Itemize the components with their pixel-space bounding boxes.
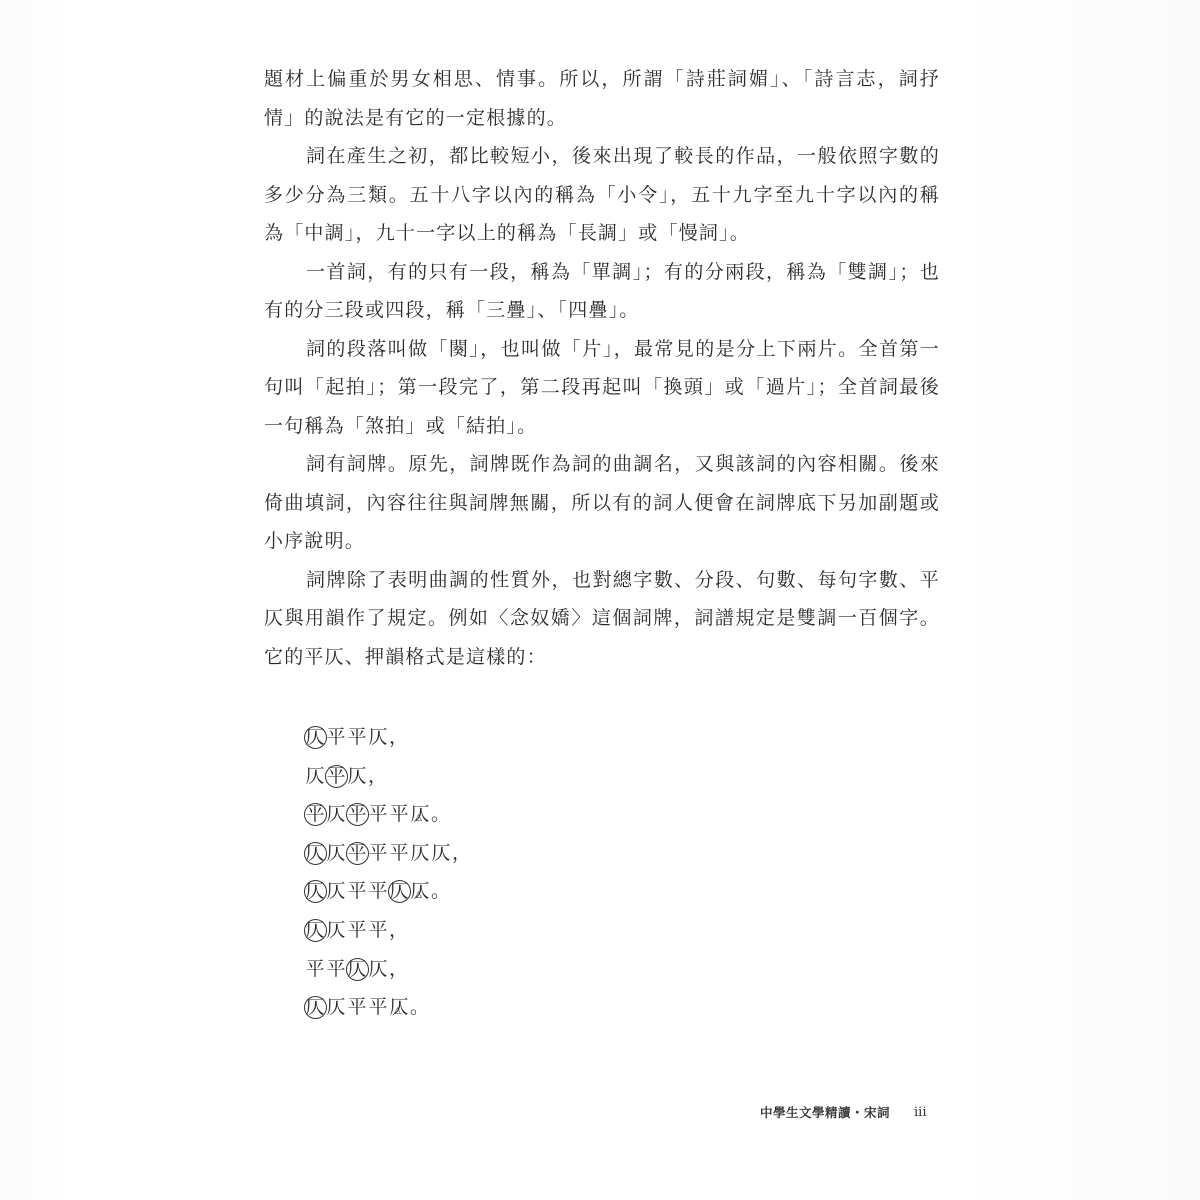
tone-char: 平 bbox=[326, 957, 347, 980]
tonal-pattern-line bbox=[305, 911, 545, 950]
tonal-pattern-line bbox=[305, 950, 545, 989]
paragraph: 詞有詞牌。原先，詞牌既作為詞的曲調名，又與該詞的內容相關。後來倚曲填詞，內容往往與詞牌無關，所以有的詞人便會在詞牌底下另加副題或小序說明。 bbox=[264, 453, 940, 552]
paragraph: 一首詞，有的只有一段，稱為「單調」；有的分兩段，稱為「雙調」；也有的分三段或四段，稱「三疊」、「四疊」。 bbox=[264, 260, 940, 321]
pattern-punctuation: 。 bbox=[410, 996, 431, 1019]
tone-char: 平 bbox=[368, 918, 389, 941]
circled-tone-char: 仄 bbox=[305, 718, 326, 757]
tone-char: 平 bbox=[305, 957, 326, 980]
circled-tone-char: 仄 bbox=[305, 988, 326, 1027]
tonal-pattern-line bbox=[305, 872, 545, 911]
tone-char: 平 bbox=[389, 803, 410, 826]
tonal-pattern-line bbox=[305, 757, 545, 796]
tone-char: 仄 bbox=[326, 880, 347, 903]
tone-char: 仄 bbox=[305, 764, 326, 787]
pattern-punctuation: ， bbox=[452, 841, 473, 864]
tone-char: 平 bbox=[368, 803, 389, 826]
circled-tone-char: 平 bbox=[347, 795, 368, 834]
tone-char: 平 bbox=[347, 918, 368, 941]
tone-char: 平 bbox=[368, 880, 389, 903]
tone-char: 平 bbox=[389, 841, 410, 864]
tone-char: 平 bbox=[368, 841, 389, 864]
rhyme-tone-char: 仄 △ bbox=[389, 988, 410, 1027]
tone-char: 平 bbox=[347, 996, 368, 1019]
tonal-pattern-line bbox=[305, 718, 545, 757]
tone-char: 仄 bbox=[326, 803, 347, 826]
body-text bbox=[264, 60, 940, 676]
circled-tone-char: 平 bbox=[347, 834, 368, 873]
pattern-punctuation: ， bbox=[389, 918, 410, 941]
tonal-pattern-line bbox=[305, 988, 545, 1027]
circled-tone-char: 平 bbox=[305, 795, 326, 834]
tone-char: 平 bbox=[347, 880, 368, 903]
pattern-punctuation: ， bbox=[389, 957, 410, 980]
book-title: 中學生文學精讀・宋詞 bbox=[760, 1105, 891, 1120]
pattern-punctuation: 。 bbox=[431, 880, 452, 903]
tonal-pattern bbox=[305, 718, 545, 1027]
tone-char: 平 bbox=[326, 726, 347, 748]
tone-char: 仄 bbox=[431, 841, 452, 864]
pattern-punctuation: ， bbox=[368, 764, 389, 787]
paragraph: 詞的段落叫做「闋」，也叫做「片」，最常見的是分上下兩片。全首第一句叫「起拍」；第一段完了，第二段再起叫「換頭」或「過片」；全首詞最後一句稱為「煞拍」或「結拍」。 bbox=[264, 337, 940, 437]
tone-char: 仄 bbox=[410, 841, 431, 864]
tone-char: 仄 bbox=[326, 918, 347, 941]
page-footer bbox=[760, 1103, 940, 1121]
page-number: iii bbox=[914, 1104, 927, 1120]
circled-tone-char: 仄 bbox=[389, 872, 410, 911]
paragraph: 詞牌除了表明曲調的性質外，也對總字數、分段、句數、每句字數、平仄與用韻作了規定。例如〈念奴嬌〉這個詞牌，詞譜規定是雙調一百個字。它的平仄、押韻格式是這樣的： bbox=[264, 568, 940, 668]
tonal-pattern-line bbox=[305, 834, 545, 873]
rhyme-tone-char: 仄 △ bbox=[410, 872, 431, 911]
paragraph: 詞在產生之初，都比較短小，後來出現了較長的作品，一般依照字數的多少分為三類。五十八字以內的稱為「小令」，五十九字至九十字以內的稱為「中調」，九十一字以上的稱為「長調」或「慢詞」。 bbox=[264, 145, 940, 244]
tone-char: 仄 bbox=[326, 996, 347, 1019]
tone-char: 仄 bbox=[368, 957, 389, 980]
tone-char: 仄 bbox=[326, 841, 347, 864]
tone-char: 仄 bbox=[368, 726, 389, 748]
tonal-pattern-line bbox=[305, 795, 545, 834]
paragraph: 題材上偏重於男女相思、情事。所以，所謂「詩莊詞媚」、「詩言志，詞抒情」的說法是有它的一定根據的。 bbox=[264, 68, 940, 129]
circled-tone-char: 平 bbox=[326, 757, 347, 796]
tone-char: 平 bbox=[368, 996, 389, 1019]
tone-char: 仄 bbox=[347, 764, 368, 787]
tone-char: 平 bbox=[347, 726, 368, 748]
pattern-punctuation: 。 bbox=[431, 803, 452, 826]
circled-tone-char: 仄 bbox=[305, 911, 326, 950]
rhyme-tone-char: 仄 △ bbox=[410, 795, 431, 834]
circled-tone-char: 仄 bbox=[305, 834, 326, 873]
pattern-punctuation: ， bbox=[389, 726, 410, 748]
circled-tone-char: 仄 bbox=[305, 872, 326, 911]
circled-tone-char: 仄 bbox=[347, 950, 368, 989]
